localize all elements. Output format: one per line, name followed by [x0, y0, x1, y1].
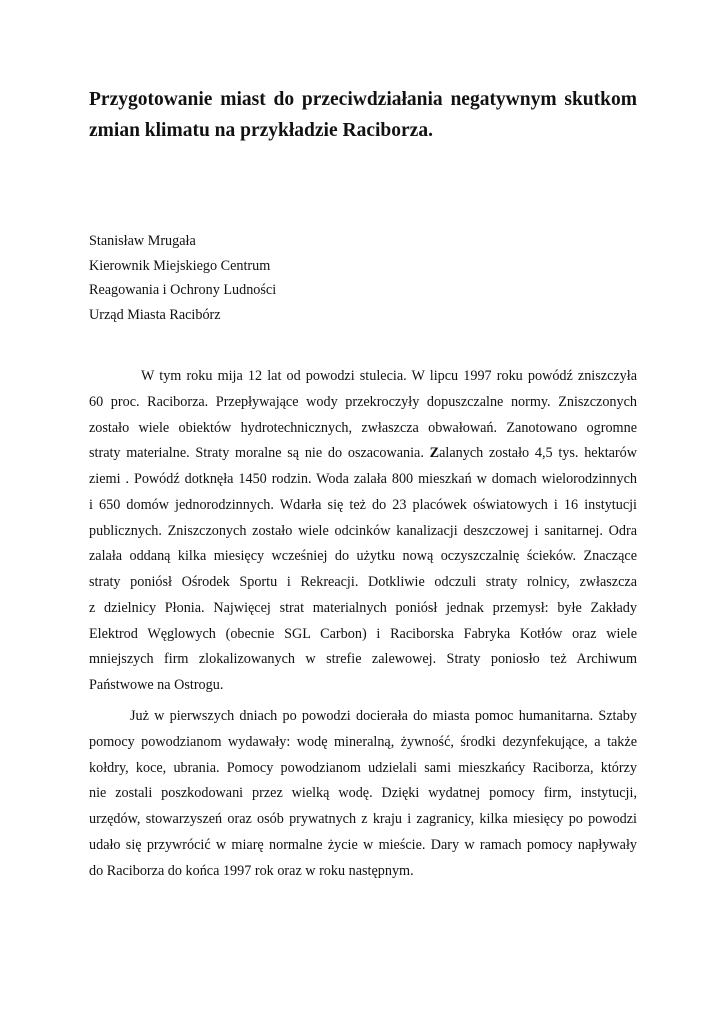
author-position-line-2: Reagowania i Ochrony Ludności — [89, 282, 277, 298]
paragraph-1-line: z dzielnicy Płonia. Najwięcej strat materialnych poniósł jednak przemysł: byłe Zakłady — [89, 599, 637, 616]
paragraph-1-line-text: straty materialne. Straty moralne są nie do oszacowania. — [89, 445, 430, 462]
document-title — [89, 84, 637, 146]
paragraph-1-line: zalała oddaną kilka miesięcy wcześniej do użytku nową oczyszczalnię ścieków. Znaczące — [89, 548, 637, 565]
paragraph-1-line: i 650 domów jednorodzinnych. Wdarła się też do 23 placówek oświatowych i 16 instytucji — [89, 496, 637, 513]
title-line-1: Przygotowanie miast do przeciwdziałania negatywnym skutkom — [89, 89, 637, 110]
paragraph-1-line: W tym roku mija 12 lat od powodzi stulecia. W lipcu 1997 roku powódź zniszczyła — [141, 368, 637, 384]
paragraph-2-line: udało się przywrócić w miarę normalne życie w mieście. Dary w ramach pomocy napływały — [89, 836, 637, 853]
paragraph-1-line: publicznych. Zniszczonych zostało wiele odcinków kanalizacji deszczowej i sanitarnej. Odra — [89, 522, 637, 539]
paragraph-2-line: urzędów, stowarzyszeń oraz osób prywatnych z kraju i zagranicy, kilka miesięcy po powodzi — [89, 811, 637, 827]
paragraph-2-line: kołdry, koce, ubrania. Pomocy powodzianom udzielali sami mieszkańcy Raciborza, którzy — [89, 759, 637, 776]
paragraph-1-line: mniejszych firm zlokalizowanych w strefie zalewowej. Straty poniosło też Archiwum — [89, 651, 637, 668]
bold-initial: Z — [429, 445, 440, 462]
author-position-line-1: Kierownik Miejskiego Centrum — [89, 257, 271, 274]
paragraph-1 — [89, 364, 637, 699]
paragraph-2 — [89, 704, 637, 884]
title-line-2: zmian klimatu na przykładzie Raciborza. — [89, 120, 433, 141]
paragraph-1-line: Państwowe na Ostrogu. — [89, 677, 224, 693]
paragraph-2-line: Już w pierwszych dniach po powodzi docierała do miasta pomoc humanitarna. Sztaby — [130, 708, 637, 724]
paragraph-2-line: nie zostali poszkodowani przez wielką wodę. Dzięki wydatnej pomocy firm, instytucji, — [89, 785, 637, 802]
paragraph-1-line: ziemi . Powódź dotknęła 1450 rodzin. Woda zalała 800 mieszkań w domach wielorodzinnych — [89, 471, 637, 487]
author-block — [89, 229, 276, 327]
paragraph-1-line: straty poniósł Ośrodek Sportu i Rekreacji. Dotkliwie odczuli straty rolnicy, zwłaszcza — [89, 574, 637, 590]
paragraph-1-line: 60 proc. Raciborza. Przepływające wody przekroczyły dopuszczalne normy. Zniszczonych — [89, 393, 637, 410]
paragraph-1-line — [89, 441, 637, 467]
paragraph-2-line: do Raciborza do końca 1997 rok oraz w roku następnym. — [89, 862, 414, 879]
paragraph-1-line: Elektrod Węglowych (obecnie SGL Carbon) i Raciborska Fabryka Kotłów oraz wiele — [89, 625, 637, 642]
paragraph-1-line: zostało wiele obiektów hydrotechnicznych, zwłaszcza obwałowań. Zanotowano ogromne — [89, 419, 637, 436]
paragraph-1-line-text: alanych zostało 4,5 tys. hektarów — [439, 445, 637, 462]
author-office: Urząd Miasta Racibórz — [89, 306, 221, 323]
author-name: Stanisław Mrugała — [89, 233, 196, 249]
paragraph-2-line: pomocy powodzianom wydawały: wodę mineralną, żywność, środki dezynfekujące, a także — [89, 733, 637, 750]
